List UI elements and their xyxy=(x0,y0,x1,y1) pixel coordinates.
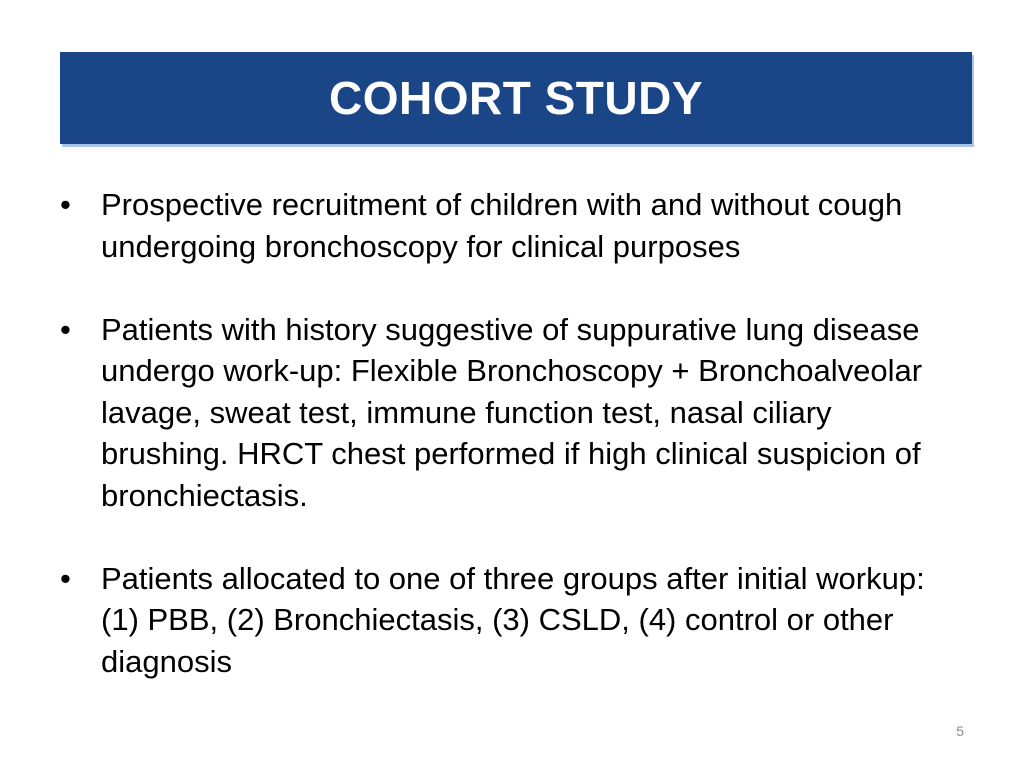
bullet-list xyxy=(56,184,956,724)
slide-number: 5 xyxy=(956,723,964,739)
title-banner xyxy=(60,52,972,144)
bullet-text: Patients with history suggestive of suppurative lung disease undergo work-up: Flexible Bronchoscopy + Bronchoalveolar lavage, sweat test, immune function test, nasal ciliary brushing. HRCT chest performed if high clinical suspicion of bronchiectasis. xyxy=(101,311,923,513)
bullet-item xyxy=(56,309,956,517)
bullet-icon: • xyxy=(60,311,71,347)
bullet-text: Prospective recruitment of children with and without cough undergoing bronchoscopy for clinical purposes xyxy=(101,187,903,264)
bullet-text: Patients allocated to one of three groups after initial workup: (1) PBB, (2) Bronchiectasis, (3) CSLD, (4) control or other diagnosis xyxy=(101,560,925,679)
bullet-icon: • xyxy=(60,560,71,596)
slide-title: COHORT STUDY xyxy=(329,72,703,124)
bullet-item xyxy=(56,184,956,267)
bullet-icon: • xyxy=(60,187,71,222)
bullet-item xyxy=(56,558,956,683)
